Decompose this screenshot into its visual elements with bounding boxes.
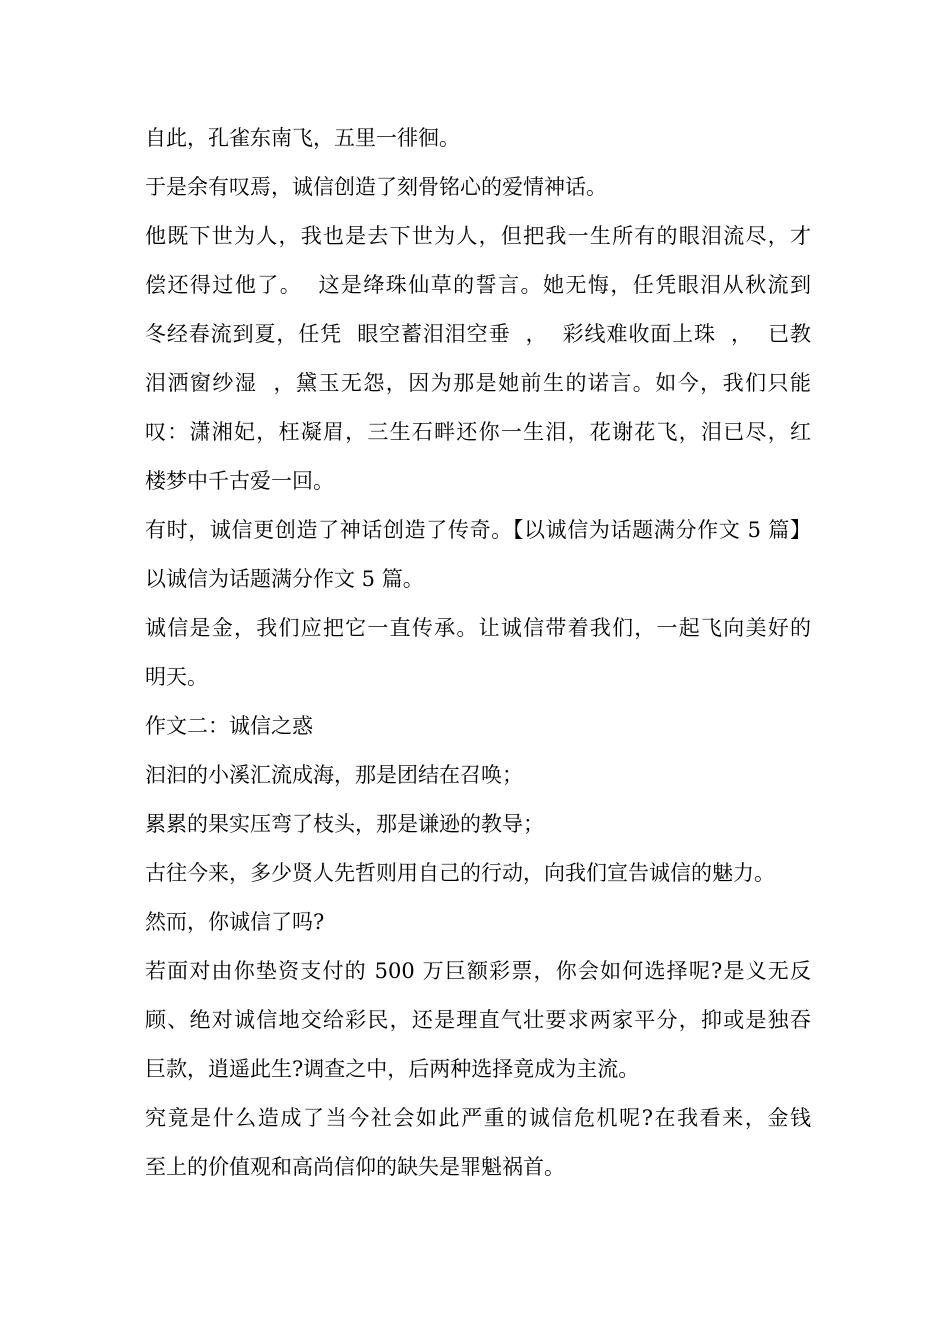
text-line: 明天。 [145,665,208,689]
text-line: 冬经春流到夏，任凭 眼空蓄泪泪空垂 ， 彩线难收面上珠 ， 已教 [145,322,811,346]
text-line: 然而，你诚信了吗? [145,910,325,934]
text-line: 于是余有叹焉，诚信创造了刻骨铭心的爱情神话。 [145,175,607,199]
text-line: 汩汩的小溪汇流成海，那是团结在召唤； [145,763,523,787]
text-line: 偿还得过他了。 这是绛珠仙草的誓言。她无悔，任凭眼泪从秋流到 [145,273,811,297]
text-line: 巨款，逍遥此生?调查之中，后两种选择竟成为主流。 [145,1057,640,1081]
paragraph [145,114,811,163]
text-line: 他既下世为人，我也是去下世为人，但把我一生所有的眼泪流尽，才 [145,224,811,248]
text-line: 古往今来，多少贤人先哲则用自己的行动，向我们宣告诚信的魅力。 [145,861,775,885]
paragraph [145,751,811,800]
text-line: 叹：潇湘妃，枉凝眉，三生石畔还你一生泪，花谢花飞，泪已尽，红 [145,420,811,444]
paragraph [145,1094,811,1192]
text-line: 至上的价值观和高尚信仰的缺失是罪魁祸首。 [145,1155,565,1179]
text-line: 泪洒窗纱湿 ，黛玉无怨，因为那是她前生的诺言。如今，我们只能 [145,371,811,395]
paragraph [145,506,811,604]
text-line: 楼梦中千古爱一回。 [145,469,334,493]
text-line: 累累的果实压弯了枝头，那是谦逊的教导； [145,812,544,836]
text-line: 以诚信为话题满分作文 5 篇。 [145,567,424,591]
text-line: 诚信是金，我们应把它一直传承。让诚信带着我们，一起飞向美好的 [145,616,811,640]
text-line: 自此，孔雀东南飞，五里一徘徊。 [145,126,460,150]
document-body [145,114,811,1192]
paragraph [145,800,811,849]
paragraph [145,212,811,506]
paragraph [145,898,811,947]
paragraph [145,163,811,212]
text-line: 若面对由你垫资支付的 500 万巨额彩票，你会如何选择呢?是义无反 [145,959,811,983]
paragraph [145,947,811,1094]
text-line: 究竟是什么造成了当今社会如此严重的诚信危机呢?在我看来，金钱 [145,1106,811,1130]
text-line: 顾、绝对诚信地交给彩民，还是理直气壮要求两家平分，抑或是独吞 [145,1008,811,1032]
paragraph [145,849,811,898]
section-heading [145,702,811,751]
text-line: 作文二：诚信之惑 [145,714,313,738]
text-line: 有时，诚信更创造了神话创造了传奇。【以诚信为话题满分作文 5 篇】 [145,518,811,542]
paragraph [145,604,811,702]
